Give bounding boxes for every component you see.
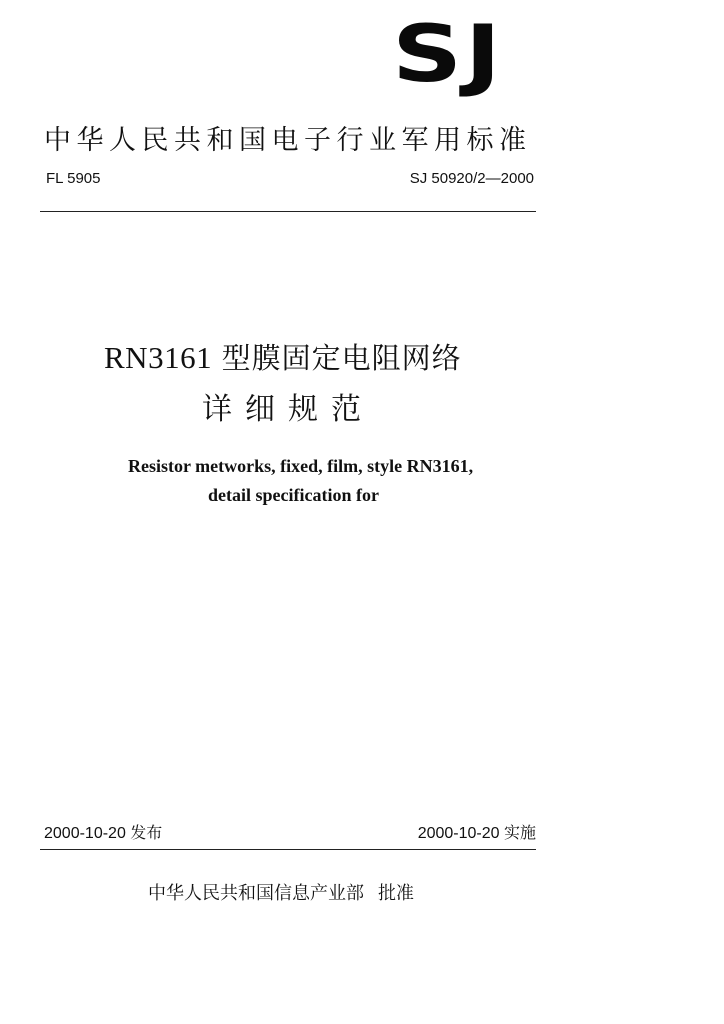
approval-word: 批准 <box>378 883 414 904</box>
implementation-date: 2000-10-20 实施 <box>417 825 536 842</box>
standard-number: SJ 50920/2—2000 <box>409 170 534 187</box>
bottom-divider <box>40 849 536 850</box>
english-title-line-2: detail specification for <box>208 485 379 505</box>
issue-date: 2000-10-20 发布 <box>44 825 163 842</box>
fl-classification-code: FL 5905 <box>46 170 101 187</box>
product-name: 型膜固定电阻网络 <box>221 341 462 375</box>
standard-category-title: 中华人民共和国电子行业军用标准 <box>44 125 532 156</box>
approving-body: 中华人民共和国信息产业部 <box>148 883 364 904</box>
chinese-title-line-1 <box>104 336 462 377</box>
top-divider <box>40 211 536 212</box>
sj-logo: SJ <box>392 10 504 100</box>
model-number: RN3161 <box>104 340 213 375</box>
english-title-line-1: Resistor metworks, fixed, film, style RN3161, <box>128 456 474 476</box>
approval-line <box>148 879 414 905</box>
chinese-title-line-2: 详细规范 <box>202 392 374 427</box>
